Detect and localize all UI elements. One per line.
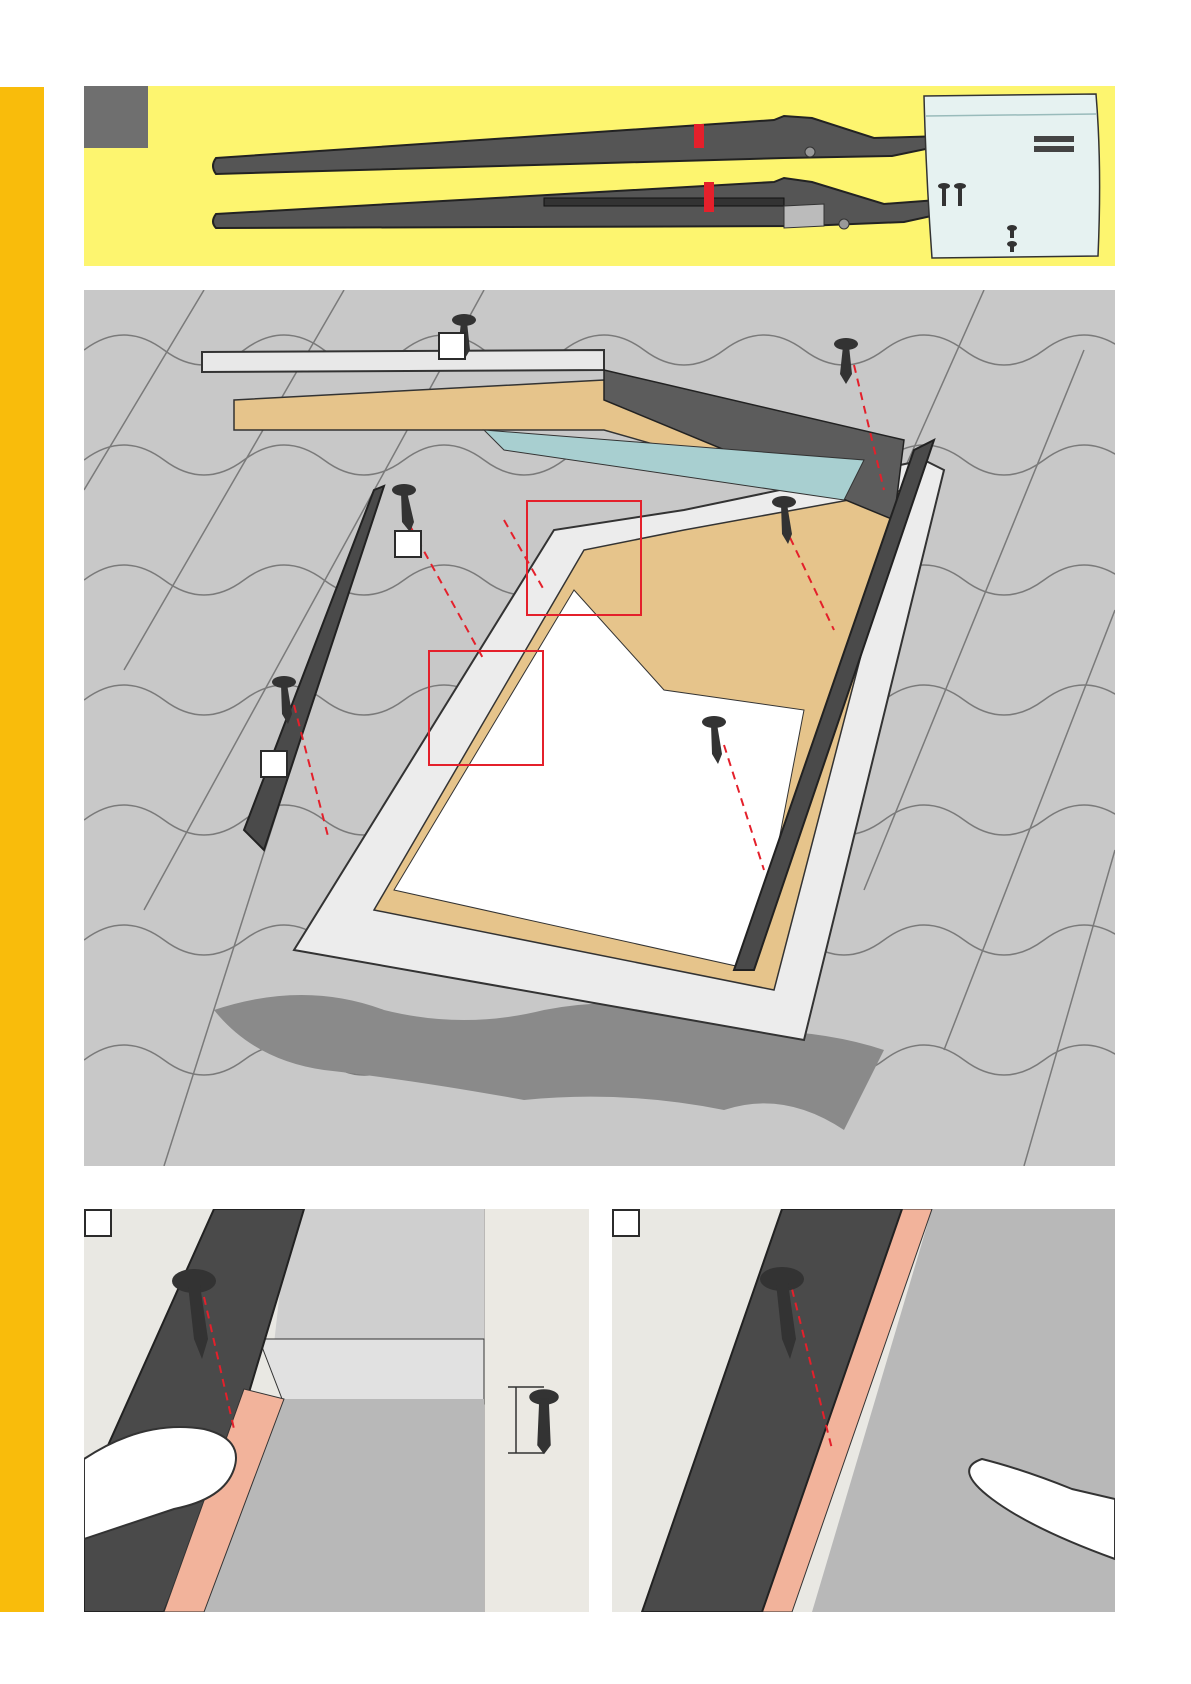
marker-red bbox=[694, 124, 704, 148]
flashing-side-cover-with-gas-strut bbox=[213, 178, 980, 229]
screw-icon bbox=[392, 484, 416, 532]
flashing-side-cover bbox=[213, 116, 960, 174]
detail-highlight-box bbox=[428, 650, 544, 766]
parts-illustration bbox=[84, 86, 1115, 266]
marker-red bbox=[704, 182, 714, 212]
side-color-strip bbox=[0, 87, 44, 1612]
step-callout-box bbox=[394, 530, 422, 558]
detail-panel-left bbox=[84, 1209, 589, 1612]
screw-bag bbox=[924, 94, 1100, 258]
detail-highlight-box bbox=[526, 500, 642, 616]
step-callout-box bbox=[260, 750, 288, 778]
step-callout-box bbox=[612, 1209, 640, 1237]
detail-panel-right bbox=[612, 1209, 1115, 1612]
main-illustration bbox=[84, 290, 1115, 1166]
step-callout-box bbox=[438, 332, 466, 360]
screw-icon bbox=[834, 338, 858, 384]
gas-strut bbox=[544, 198, 784, 206]
step-callout-box bbox=[84, 1209, 112, 1237]
step-marker bbox=[84, 86, 148, 148]
flashing-side-cover bbox=[244, 486, 384, 850]
